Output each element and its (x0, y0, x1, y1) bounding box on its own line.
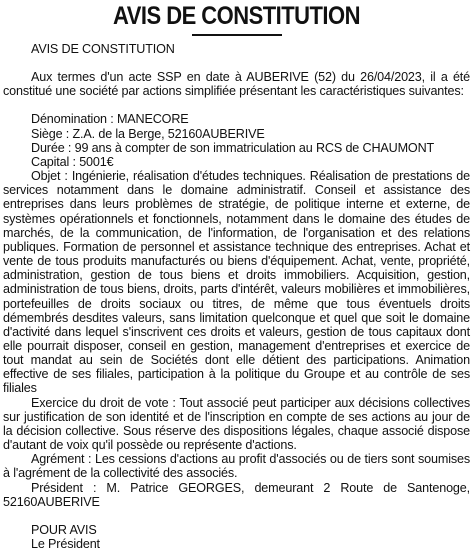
spacer (3, 509, 470, 523)
agrement-paragraph: Agrément : Les cessions d'actions au profit d'associés ou de tiers sont soumises à l'agrément de la collectivité des associés. (3, 452, 470, 481)
siege-line: Siège : Z.A. de la Berge, 52160AUBERIVE (31, 126, 265, 141)
closing-line: POUR AVIS (31, 522, 97, 537)
duree-line: Durée : 99 ans à compter de son immatriculation au RCS de CHAUMONT (31, 140, 435, 155)
spacer (3, 56, 470, 70)
capital-line: Capital : 5001€ (31, 154, 114, 169)
spacer (3, 98, 470, 112)
vote-paragraph: Exercice du droit de vote : Tout associé peut participer aux décisions collectives sur justification de son identité et de l'inscription en compte de ses actions au jour de la décision collective. Sous réserve des dispositions légales, chaque associé dispose d'autant de voix qu'il possède ou représente d'actions. (3, 395, 470, 453)
notice-heading: AVIS DE CONSTITUTION (113, 2, 360, 30)
notice-subheading: AVIS DE CONSTITUTION (31, 42, 175, 56)
intro-paragraph: Aux termes d'un acte SSP en date à AUBERIVE (52) du 26/04/2023, il a été constitué une société par actions simplifiée présentant les caractéristiques suivantes: (3, 70, 470, 99)
denomination-line: Dénomination : MANECORE (31, 112, 189, 127)
signatory-line: Le Président (31, 537, 100, 551)
heading-underline (192, 34, 282, 36)
objet-paragraph: Objet : Ingénierie, réalisation d'études techniques. Réalisation de prestations de services notamment dans le domaine administratif. Conseil et assistance des entreprises dans leurs problèmes de stratégie, de politique interne et externe, de systèmes opérationnels et fonctionnels, notamment dans le domaine des études de marchés, de la communication, de l'information, de l'organisation et des relations publiques. Formation de personnel et assistance technique des entreprises. Achat et vente de tous produits manufacturés ou biens d'équipement. Achat, vente, propriété, administration, gestion de tous biens et droits immobiliers. Acquisition, gestion, administration de tous biens, droits, parts d'intérêt, valeurs mobilières et immobilières, portefeuilles de droits sociaux ou titres, de même que tous éventuels droits démembrés desdites valeurs, sans limitation quelconque et quel que soit le domaine d'activité dans lequel s'inscrivent ces droits et valeurs, gestion de tous capitaux dont elle pourrait disposer, conseil en gestion, management d'entreprises et exercice de tout mandat au sein de Sociétés dont elle détient des participations. Animation effective de ses filiales, participation à la politique du Groupe et au contrôle de ses filiales (3, 169, 470, 396)
president-paragraph: Président : M. Patrice GEORGES, demeurant 2 Route de Santenoge, 52160AUBERIVE (3, 480, 470, 509)
